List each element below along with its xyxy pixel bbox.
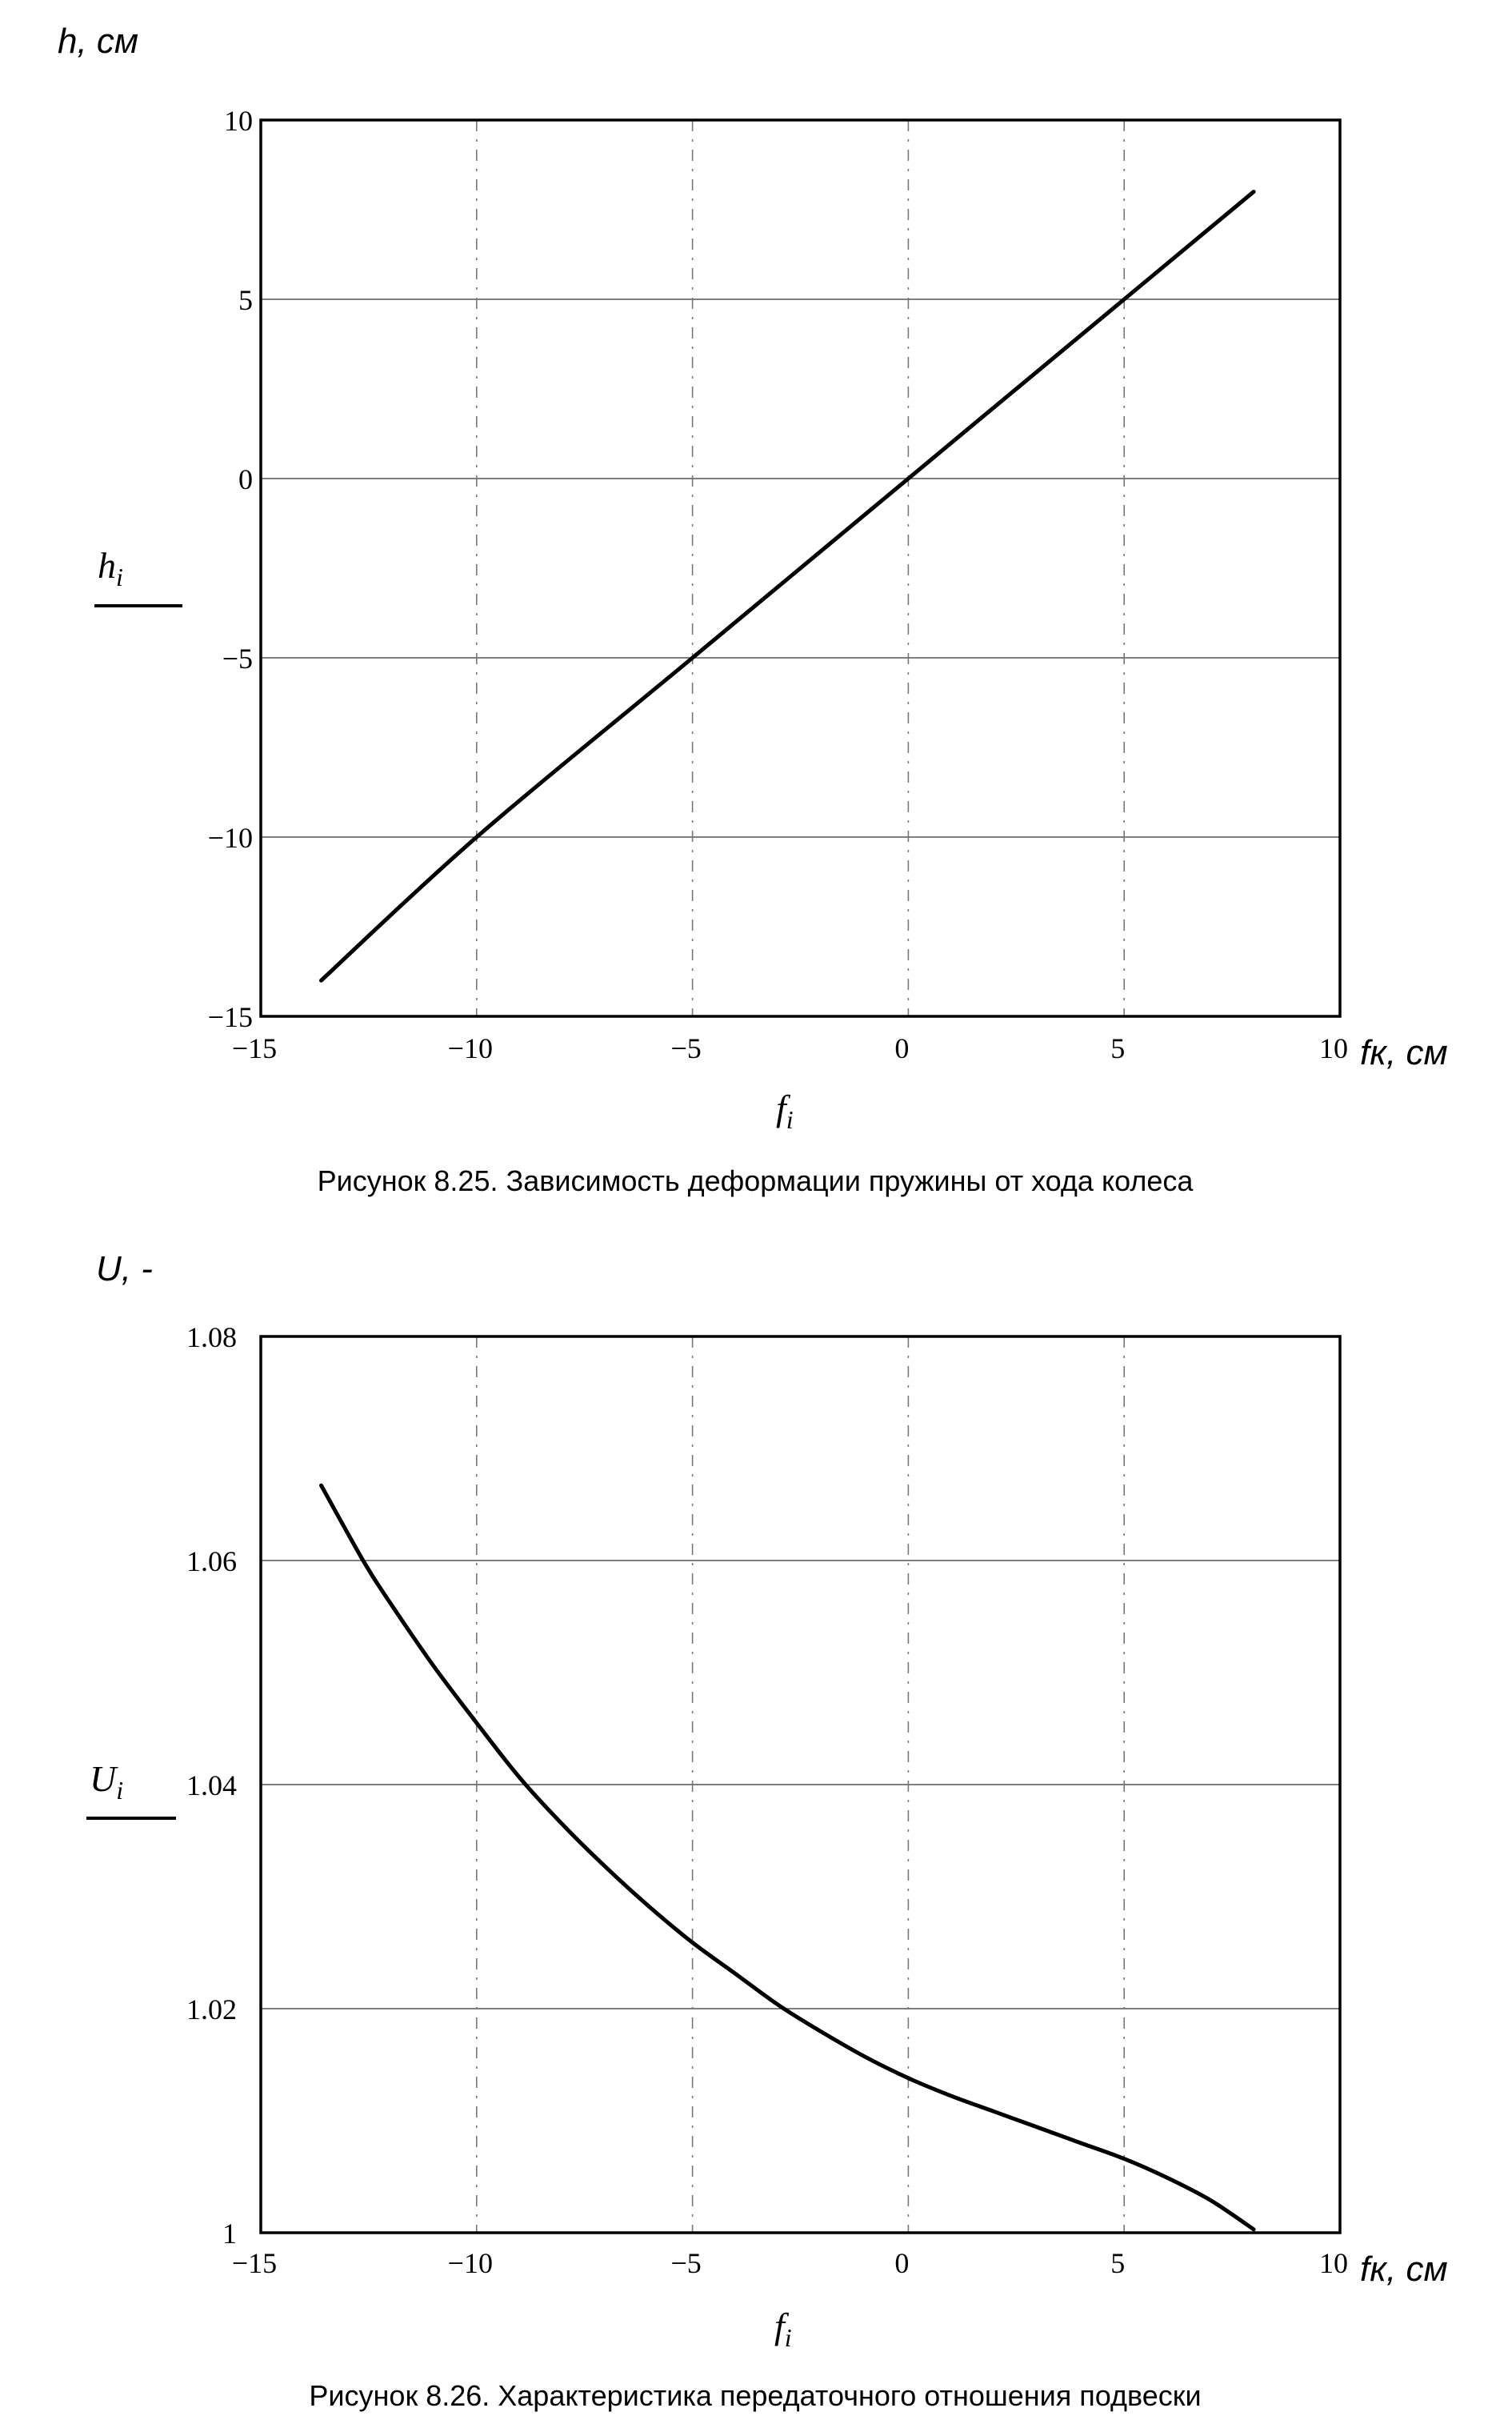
x-tick-label: −15 <box>231 2247 278 2279</box>
y-tick-labels <box>208 105 253 1033</box>
x-tick-label: 10 <box>1319 1032 1348 1064</box>
series-line <box>322 192 1254 981</box>
y-tick-label: 5 <box>238 284 253 316</box>
x-variable-label: $f_i$ <box>776 1088 794 1134</box>
x-tick-labels <box>232 2247 1348 2279</box>
series-lines <box>322 192 1254 981</box>
x-tick-label: −5 <box>670 1032 702 1064</box>
series-line <box>322 1485 1254 2230</box>
y-tick-label: 1.06 <box>186 1545 237 1577</box>
y-variable-label <box>86 1758 176 1818</box>
figure-caption: Рисунок 8.26. Характеристика передаточного отношения подвески <box>309 2379 1202 2412</box>
y-tick-label: 1.08 <box>186 1321 237 1353</box>
x-tick-label: 10 <box>1319 2247 1348 2279</box>
y-tick-label: 1 <box>222 2218 237 2250</box>
x-tick-label: −10 <box>447 2247 493 2279</box>
x-unit-label: fк, см <box>1360 2250 1448 2289</box>
figure-caption: Рисунок 8.25. Зависимость деформации пружины от хода колеса <box>317 1164 1194 1197</box>
y-var: $h_i$ <box>98 545 123 591</box>
x-tick-label: 5 <box>1110 2247 1126 2279</box>
y-variable-label <box>94 545 182 606</box>
y-tick-labels <box>186 1321 237 2250</box>
y-tick-label: −10 <box>207 822 253 854</box>
y-tick-label: −15 <box>207 1001 253 1033</box>
x-tick-labels <box>232 1032 1348 1064</box>
x-tick-label: 0 <box>894 2247 910 2279</box>
x-tick-label: −5 <box>670 2247 702 2279</box>
x-tick-label: 5 <box>1110 1032 1126 1064</box>
y-tick-label: 10 <box>224 105 253 137</box>
y-tick-label: 1.04 <box>186 1769 237 1801</box>
x-variable-label: $f_i$ <box>774 2306 792 2352</box>
x-tick-label: 0 <box>894 1032 910 1064</box>
grid <box>261 1336 1340 2233</box>
y-tick-label: −5 <box>222 643 253 675</box>
y-tick-label: 0 <box>238 463 253 495</box>
y-tick-label: 1.02 <box>186 1993 237 2025</box>
x-tick-label: −10 <box>447 1032 493 1064</box>
chart-spring-deformation <box>58 22 1448 1197</box>
y-var: $U_i$ <box>90 1758 124 1805</box>
chart-suspension-ratio <box>86 1249 1448 2412</box>
x-unit-label: fк, см <box>1360 1033 1448 1072</box>
series-lines <box>322 1485 1254 2230</box>
y-unit-label: U, - <box>96 1249 153 1288</box>
x-tick-label: −15 <box>231 1032 278 1064</box>
y-unit-label: h, см <box>58 22 139 61</box>
